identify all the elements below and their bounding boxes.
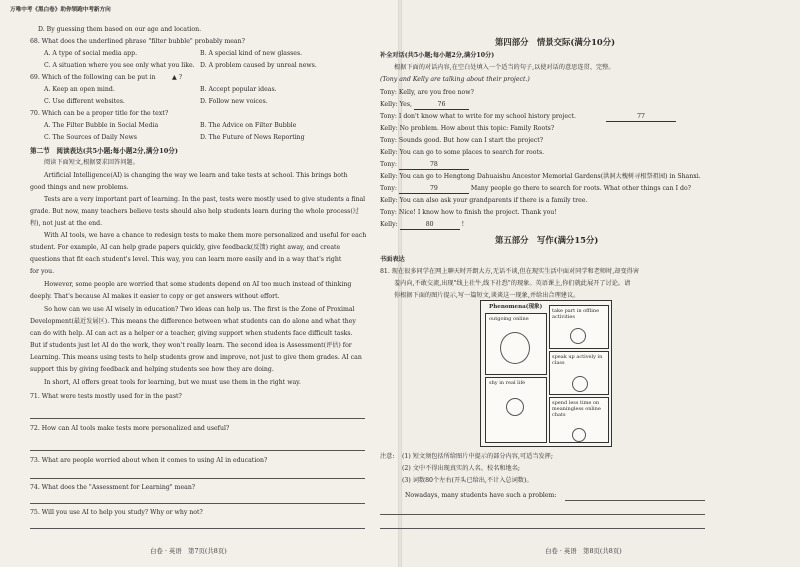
q70-stem: 70. Which can be a proper title for the text? — [30, 110, 169, 117]
left-page-footer: 白卷 · 英语 第7页(共8页) — [150, 547, 227, 555]
q73-stem: 73. What are people worried about when it comes to using AI in education? — [30, 457, 268, 464]
panel-shy-in-real-life — [485, 377, 547, 443]
q68-option-a: A. A type of social media app. — [44, 50, 138, 57]
writing-prompt-3: 你根据下面的图片提示,写一篇短文,谈谈这一现象,并给出合理建议。 — [394, 292, 580, 299]
panel-outgoing-online — [485, 313, 547, 375]
q72-answer-line[interactable] — [30, 450, 365, 451]
note-2: (2) 文中不得出现真实的人名、校名和地名; — [402, 465, 521, 472]
note-3: (3) 词数80个左右(开头已给出,不计入总词数)。 — [402, 477, 533, 484]
dialogue-line-2-text: Kelly: Yes, — [380, 101, 412, 108]
writing-label: 书面表达 — [380, 256, 405, 263]
notes-label: 注意: — [380, 453, 395, 460]
right-page-footer: 白卷 · 英语 第8页(共8页) — [545, 547, 622, 555]
q69-mark: ▲ ? — [172, 74, 183, 81]
passage-p2-cont2: 程), not just at the end. — [30, 220, 103, 227]
panel-less-chats — [549, 397, 609, 443]
q71-stem: 71. What were tests mostly used for in the past? — [30, 393, 182, 400]
panel-speak-up — [549, 351, 609, 395]
dialogue-line-10: Kelly: You can also ask your grandparents if there is a family tree. — [380, 197, 588, 204]
q72-stem: 72. How can AI tools make tests more personalized and useful? — [30, 425, 230, 432]
q68-stem: 68. What does the underlined phrase "filter bubble" probably mean? — [30, 38, 245, 45]
q70-option-d: D. The Future of News Reporting — [200, 134, 305, 141]
panel-offline-label: take part in offline activities — [552, 308, 600, 320]
panel-less-chats-label: spend less time on meaningless online chats — [552, 400, 601, 418]
dialogue-line-9-cont: Many people go there to search for roots. What other things can I do? — [470, 185, 691, 192]
q70-option-a: A. The Filter Bubble in Social Media — [44, 122, 159, 129]
passage-p3: With AI tools, we have a chance to redesign tests to make them more personalized and useful for each — [44, 232, 367, 239]
dialogue-context: (Tony and Kelly are talking about their project.) — [380, 76, 530, 83]
passage-p1: Artificial Intelligence(AI) is changing the way we learn and take tests at school. This brings both — [44, 172, 348, 179]
passage-p5-cont4: Learning. This means using tests to help students grow and improve, not just to give them grades. AI can — [30, 354, 362, 361]
dialogue-line-1: Tony: Kelly, are you free now? — [380, 89, 474, 96]
dialogue-section-title: 补全对话(共5小题;每小题2分,满分10分) — [380, 52, 495, 59]
dialogue-line-7 — [380, 161, 469, 170]
shy-student-icon — [506, 398, 524, 416]
q71-answer-line[interactable] — [30, 418, 365, 419]
q69-option-c: C. Use different websites. — [44, 98, 125, 105]
dialogue-line-3-text: Tony: I don't know what to write for my school history project. — [380, 113, 577, 120]
passage-p5-cont: Development(最近发展区). This means the difference between what students can do alone and what they — [30, 318, 356, 325]
writing-line-3[interactable] — [380, 528, 705, 529]
writing-prompt-2: 羞内向,不敢交流,出现"线上社牛,线下社恐"的现象。英语课上,你们就此展开了讨论。请 — [394, 280, 631, 287]
panel-outgoing-online-label: outgoing online — [489, 316, 529, 322]
dialogue-line-8: Kelly: You can go to Hengtong Dahuaishu Ancestor Memorial Gardens(洪洞大槐树寻根祭祖园) in Shanxi. — [380, 173, 701, 180]
phone-icon — [572, 428, 586, 442]
cartoon-title: Phenomena(现象) — [489, 304, 543, 310]
page-header: 万唯中考《黑白卷》助你领跑中考新方向 — [10, 7, 111, 13]
panel-shy-label: shy in real life — [489, 380, 526, 386]
writing-line-1[interactable] — [565, 500, 705, 501]
passage-p2-cont: grade. But now, many teachers believe tests should also help students learn during the whole process(过 — [30, 208, 359, 215]
q68-option-c: C. A situation where you see only what you like. — [44, 62, 195, 69]
dialogue-line-3 — [380, 113, 676, 122]
passage-p3-cont2: questions that fit each student's level. This way, you can learn more easily and in a way that's right — [30, 256, 342, 263]
blank-77[interactable]: 77 — [606, 113, 676, 122]
passage-p4-cont: deeply. That's because AI makes it easier to copy or get answers without effort. — [30, 293, 280, 300]
dialogue-instructions: 根据下面的对话内容,在空白处填入一个适当的句子,以使对话的意思连贯、完整。 — [394, 64, 615, 71]
dialogue-line-11: Tony: Nice! I know how to finish the project. Thank you! — [380, 209, 557, 216]
smiling-face-icon — [500, 332, 530, 364]
blank-79[interactable]: 79 — [399, 185, 469, 194]
writing-prompt-1: 81. 现在很多同学在网上聊天时开朗大方,无话不谈,但在现实生活中面对同学和老师时,却变得害 — [380, 268, 640, 275]
section2-title: 第二节 阅读表达(共5小题;每小题2分,满分10分) — [30, 147, 179, 155]
q68-option-d: D. A problem caused by unreal news. — [200, 62, 317, 69]
q74-stem: 74. What does the "Assessment for Learning" mean? — [30, 484, 196, 491]
q69-option-b: B. Accept popular ideas. — [200, 86, 277, 93]
speaking-student-icon — [572, 376, 588, 392]
writing-opening: Nowadays, many students have such a problem: — [405, 492, 557, 499]
blank-80[interactable]: 80 — [400, 221, 460, 230]
passage-p5: So how can we use AI wisely in education? Two ideas can help us. The first is the Zone of Proximal — [44, 306, 355, 313]
q70-option-b: B. The Advice on Filter Bubble — [200, 122, 297, 129]
passage-p6: In short, AI offers great tools for learning, but we must use them in the right way. — [44, 379, 301, 386]
phenomena-cartoon — [480, 300, 612, 447]
note-1: (1) 短文须包括所给图片中提示的部分内容,可适当发挥; — [402, 453, 553, 460]
dialogue-line-5: Tony: Sounds good. But how can I start the project? — [380, 137, 544, 144]
passage-p5-cont5: support this by giving feedback and helping students see how they are doing. — [30, 366, 274, 373]
passage-p5-cont3: But if students just let AI do the work, they won't really learn. The second idea is Assessment(评估) for — [30, 342, 352, 349]
q68-option-b: B. A special kind of new glasses. — [200, 50, 303, 57]
q69-option-a: A. Keep an open mind. — [44, 86, 115, 93]
section2-instructions: 阅读下面短文,根据要求回答问题。 — [44, 159, 139, 166]
passage-p2: Tests are a very important part of learning. In the past, tests were mostly used to give students a final — [44, 196, 366, 203]
dialogue-line-2 — [380, 101, 469, 110]
passage-p5-cont2: can do with help. AI can act as a helper or a teacher, giving support when students face difficult tasks. — [30, 330, 353, 337]
passage-p3-cont3: for you. — [30, 268, 55, 275]
dialogue-line-12 — [380, 221, 464, 230]
passage-p3-cont: student. For example, AI can help grade papers quickly, give feedback(反馈) right away, and create — [30, 244, 341, 251]
dialogue-line-6: Kelly: You can go to some places to search for roots. — [380, 149, 545, 156]
dialogue-line-9 — [380, 185, 691, 194]
blank-76[interactable]: 76 — [414, 101, 469, 110]
dialogue-line-12-end: ! — [461, 221, 465, 228]
q70-option-c: C. The Sources of Daily News — [44, 134, 137, 141]
blank-78[interactable]: 78 — [399, 161, 469, 170]
panel-offline-activities — [549, 305, 609, 349]
q69-stem: 69. Which of the following can be put in — [30, 74, 156, 81]
panel-speak-up-label: speak up actively in class — [552, 354, 603, 366]
passage-p4: However, some people are worried that some students depend on AI too much instead of thinking — [44, 281, 352, 288]
dialogue-line-4: Kelly: No problem. How about this topic: Family Roots? — [380, 125, 555, 132]
q75-answer-line[interactable] — [30, 528, 365, 529]
dialogue-line-9-text: Tony: — [380, 185, 397, 192]
part5-title: 第五部分 写作(满分15分) — [495, 235, 599, 245]
activity-icon — [570, 328, 586, 344]
q69-option-d: D. Follow new voices. — [200, 98, 268, 105]
q74-answer-line[interactable] — [30, 503, 365, 504]
passage-p1-cont: good things and new problems. — [30, 184, 129, 191]
q67-option-d: D. By guessing them based on our age and location. — [38, 26, 202, 33]
dialogue-line-7-text: Tony: — [380, 161, 397, 168]
q75-stem: 75. Will you use AI to help you study? Why or why not? — [30, 509, 203, 516]
part4-title: 第四部分 情景交际(满分10分) — [495, 37, 616, 47]
q73-answer-line[interactable] — [30, 478, 365, 479]
dialogue-line-12-text: Kelly: — [380, 221, 398, 228]
writing-line-2[interactable] — [380, 514, 705, 515]
